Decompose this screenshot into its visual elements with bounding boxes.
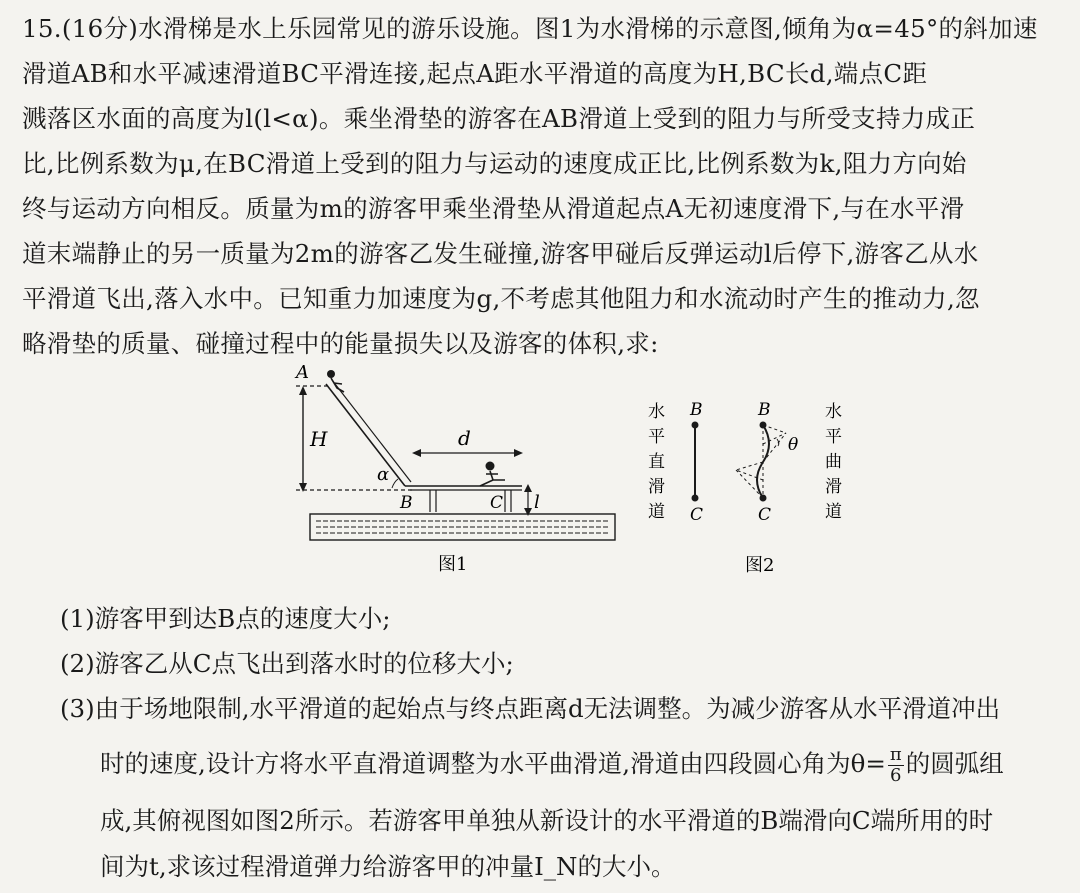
- fig2-right-label-char: 曲: [825, 452, 842, 472]
- label-B: B: [400, 493, 413, 513]
- fig2-left-label-char: 水: [648, 402, 665, 422]
- problem-line: 滑道AB和水平减速滑道BC平滑连接,起点A距水平滑道的高度为H,BC长d,端点C距: [22, 59, 928, 88]
- fig2-right-label-char: 滑: [825, 477, 842, 497]
- fig2-left-label-char: 道: [648, 502, 665, 522]
- q3-line2-post: 的圆弧组: [905, 749, 1004, 778]
- question-3-line-3: 成,其俯视图如图2所示。若游客甲单独从新设计的水平滑道的B端滑向C端所用的时: [100, 806, 994, 835]
- fraction-denominator: 6: [890, 765, 902, 786]
- fig2-left-label-char: 直: [648, 452, 665, 472]
- question-2: (2)游客乙从C点飞出到落水时的位移大小;: [60, 649, 514, 678]
- problem-line: 溅落区水面的高度为l(l<α)。乘坐滑垫的游客在AB滑道上受到的阻力与所受支持力成正: [22, 104, 976, 133]
- problem-line: 道末端静止的另一质量为2m的游客乙发生碰撞,游客甲碰后反弹运动l后停下,游客乙从水: [22, 239, 979, 268]
- fig2-label-theta: θ: [788, 435, 799, 455]
- label-A: A: [296, 362, 309, 383]
- fraction-numerator: π: [889, 744, 902, 765]
- fig2-label-C-curved: C: [758, 505, 772, 525]
- fraction-pi-over-6: [888, 745, 904, 786]
- problem-line: 平滑道飞出,落入水中。已知重力加速度为g,不考虑其他阻力和水流动时产生的推动力,忽: [22, 284, 980, 313]
- problem-line: 15.(16分)水滑梯是水上乐园常见的游乐设施。图1为水滑梯的示意图,倾角为α=45°的斜加速: [22, 14, 1038, 43]
- fig2-left-label-char: 平: [648, 427, 665, 447]
- fig2-left-label-char: 滑: [648, 477, 665, 497]
- fig2-label-B-curved: B: [758, 400, 771, 420]
- label-H: H: [310, 427, 328, 451]
- problem-line: 比,比例系数为μ,在BC滑道上受到的阻力与运动的速度成正比,比例系数为k,阻力方向始: [22, 149, 967, 178]
- figure-2-caption: 图2: [745, 555, 775, 576]
- problem-statement: [22, 6, 1067, 366]
- fig2-right-label-char: 道: [825, 502, 842, 522]
- figure-2: [640, 395, 855, 580]
- fig2-label-B-straight: B: [690, 400, 703, 420]
- question-3-line-4: 间为t,求该过程滑道弹力给游客甲的冲量I_N的大小。: [100, 852, 676, 881]
- q3-line2-pre: 时的速度,设计方将水平直滑道调整为水平曲滑道,滑道由四段圆心角为θ=: [100, 749, 886, 778]
- figure-1-caption: 图1: [438, 554, 468, 575]
- problem-line: 略滑垫的质量、碰撞过程中的能量损失以及游客的体积,求:: [22, 329, 659, 358]
- problem-line: 终与运动方向相反。质量为m的游客甲乘坐滑垫从滑道起点A无初速度滑下,与在水平滑: [22, 194, 965, 223]
- fig2-label-C-straight: C: [690, 505, 704, 525]
- fig2-right-label-char: 平: [825, 427, 842, 447]
- question-3-line-2: [100, 741, 1004, 786]
- question-1: (1)游客甲到达B点的速度大小;: [60, 604, 391, 633]
- label-l: l: [534, 492, 540, 513]
- label-alpha: α: [377, 464, 390, 485]
- fig2-right-label-char: 水: [825, 402, 842, 422]
- label-C: C: [490, 493, 504, 513]
- label-d: d: [458, 426, 471, 450]
- question-3-line-1: (3)由于场地限制,水平滑道的起始点与终点距离d无法调整。为减少游客从水平滑道冲出: [60, 694, 1001, 723]
- figure-1: [290, 362, 635, 577]
